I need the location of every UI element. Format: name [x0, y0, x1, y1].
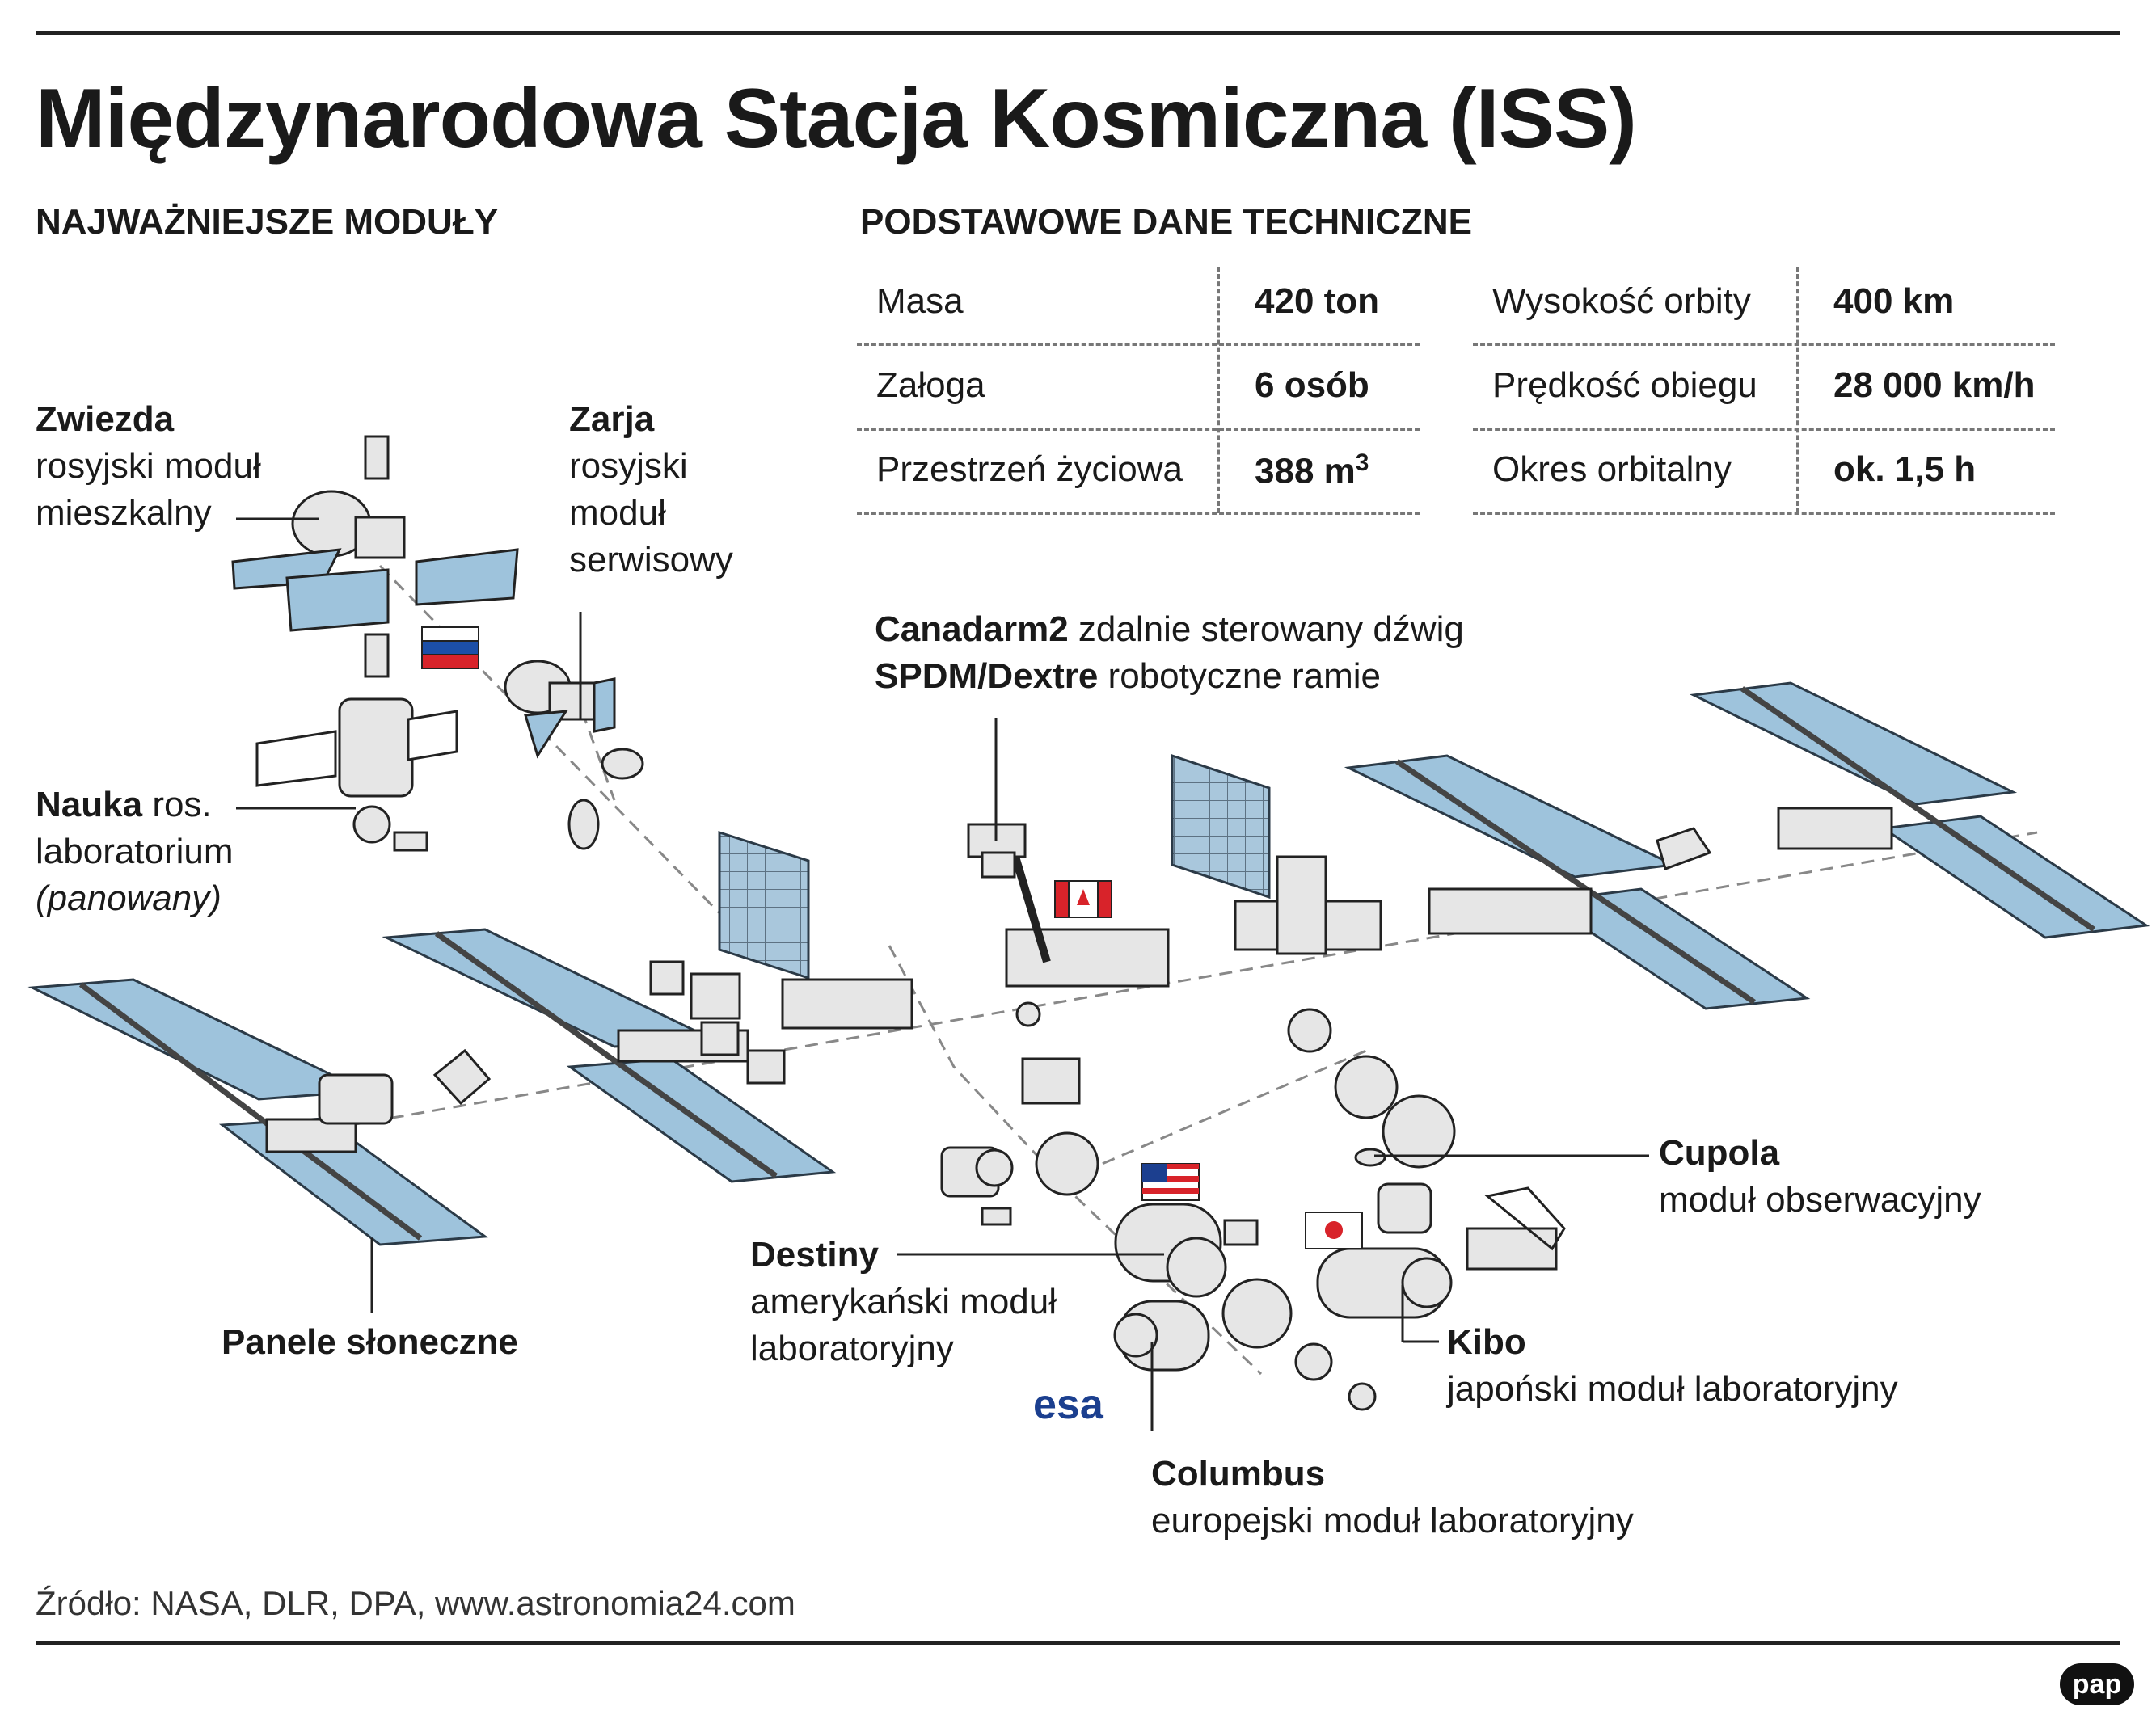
- destiny-desc-2: laboratoryjny: [750, 1329, 954, 1368]
- label-zvezda: [36, 396, 261, 537]
- orbit-label: Wysokość orbity: [1492, 281, 1751, 321]
- columbus-name: Columbus: [1151, 1454, 1326, 1494]
- zarya-name: Zarja: [569, 399, 655, 439]
- nauka-name: Nauka: [36, 785, 143, 824]
- solar-panels-name: Panele słoneczne: [222, 1322, 518, 1362]
- tech-heading: PODSTAWOWE DANE TECHNICZNE: [860, 202, 1472, 242]
- orbit-value: 400 km: [1833, 281, 1955, 321]
- us-modules: [942, 1059, 1098, 1224]
- spdm-name: SPDM/Dextre: [875, 656, 1099, 696]
- cupola-name: Cupola: [1659, 1133, 1780, 1173]
- label-zarya: [569, 396, 733, 584]
- speed-label: Prędkość obiegu: [1492, 365, 1757, 405]
- russia-flag: [422, 627, 479, 668]
- solar-panel-left: [32, 980, 485, 1245]
- solar-panel-right-2: [1694, 683, 2146, 938]
- mass-value: 420 ton: [1255, 281, 1380, 321]
- spdm-desc: robotyczne ramie: [1108, 656, 1382, 696]
- zarya-desc-1: rosyjski: [569, 446, 688, 486]
- destiny-name: Destiny: [750, 1235, 879, 1275]
- canadarm-name: Canadarm2: [875, 609, 1069, 649]
- kibo-name: Kibo: [1447, 1322, 1526, 1362]
- radiator-right-grid: [1172, 756, 1269, 897]
- nauka-desc-2: laboratorium: [36, 832, 234, 871]
- period-label: Okres orbitalny: [1492, 449, 1732, 489]
- nauka-desc-1: ros.: [152, 785, 212, 824]
- space-value-exponent: 3: [1355, 449, 1369, 476]
- source-note: Źródło: NASA, DLR, DPA, www.astronomia24.com: [36, 1584, 795, 1622]
- label-canadarm: [875, 606, 1464, 700]
- radiator-left-grid: [719, 832, 808, 978]
- kibo-desc: japoński moduł laboratoryjny: [1447, 1369, 1898, 1409]
- zvezda-desc-1: rosyjski moduł: [36, 446, 261, 486]
- us-flag: [1142, 1164, 1199, 1200]
- cupola-module: [1289, 1009, 1454, 1167]
- crew-label: Załoga: [876, 365, 985, 405]
- canada-flag: [1055, 881, 1112, 917]
- label-solar-panels: [222, 1319, 518, 1366]
- zarya-desc-3: serwisowy: [569, 540, 733, 579]
- bottom-rule: [36, 1641, 2120, 1645]
- cupola-desc: moduł obserwacyjny: [1659, 1180, 1981, 1220]
- space-value-number: 388 m: [1255, 451, 1356, 491]
- esa-logo: [1033, 1380, 1103, 1429]
- nauka-desc-3: (panowany): [36, 879, 222, 918]
- space-label: Przestrzeń życiowa: [876, 449, 1183, 489]
- label-cupola: [1659, 1130, 1981, 1224]
- mass-label: Masa: [876, 281, 964, 321]
- label-nauka: [36, 782, 234, 922]
- speed-value: 28 000 km/h: [1833, 365, 2036, 405]
- canadarm-desc: zdalnie sterowany dźwig: [1078, 609, 1464, 649]
- modules-heading: NAJWAŻNIEJSZE MODUŁY: [36, 202, 499, 242]
- solar-panel-right-1: [1348, 756, 1807, 1009]
- zarya-module: [505, 661, 643, 849]
- canadarm: [968, 824, 1168, 1026]
- page-title: Międzynarodowa Stacja Kosmiczna (ISS): [36, 72, 1636, 166]
- destiny-desc-1: amerykański moduł: [750, 1282, 1057, 1321]
- zvezda-name: Zwiezda: [36, 399, 175, 439]
- columbus-desc: europejski moduł laboratoryjny: [1151, 1501, 1634, 1540]
- esa-logo-text: esa: [1033, 1381, 1103, 1428]
- period-value: ok. 1,5 h: [1833, 449, 1977, 489]
- zvezda-desc-2: mieszkalny: [36, 493, 212, 533]
- japan-flag: [1306, 1212, 1362, 1249]
- label-columbus: [1151, 1451, 1634, 1544]
- columbus-module: [1115, 1301, 1209, 1370]
- destiny-module: [1116, 1204, 1226, 1296]
- crew-value: 6 osób: [1255, 365, 1369, 405]
- kibo-module: [1318, 1184, 1564, 1317]
- publisher-logo: pap: [2060, 1663, 2134, 1705]
- zarya-desc-2: moduł: [569, 493, 666, 533]
- nauka-module: [257, 699, 457, 850]
- label-kibo: [1447, 1319, 1898, 1413]
- label-destiny: [750, 1232, 1057, 1372]
